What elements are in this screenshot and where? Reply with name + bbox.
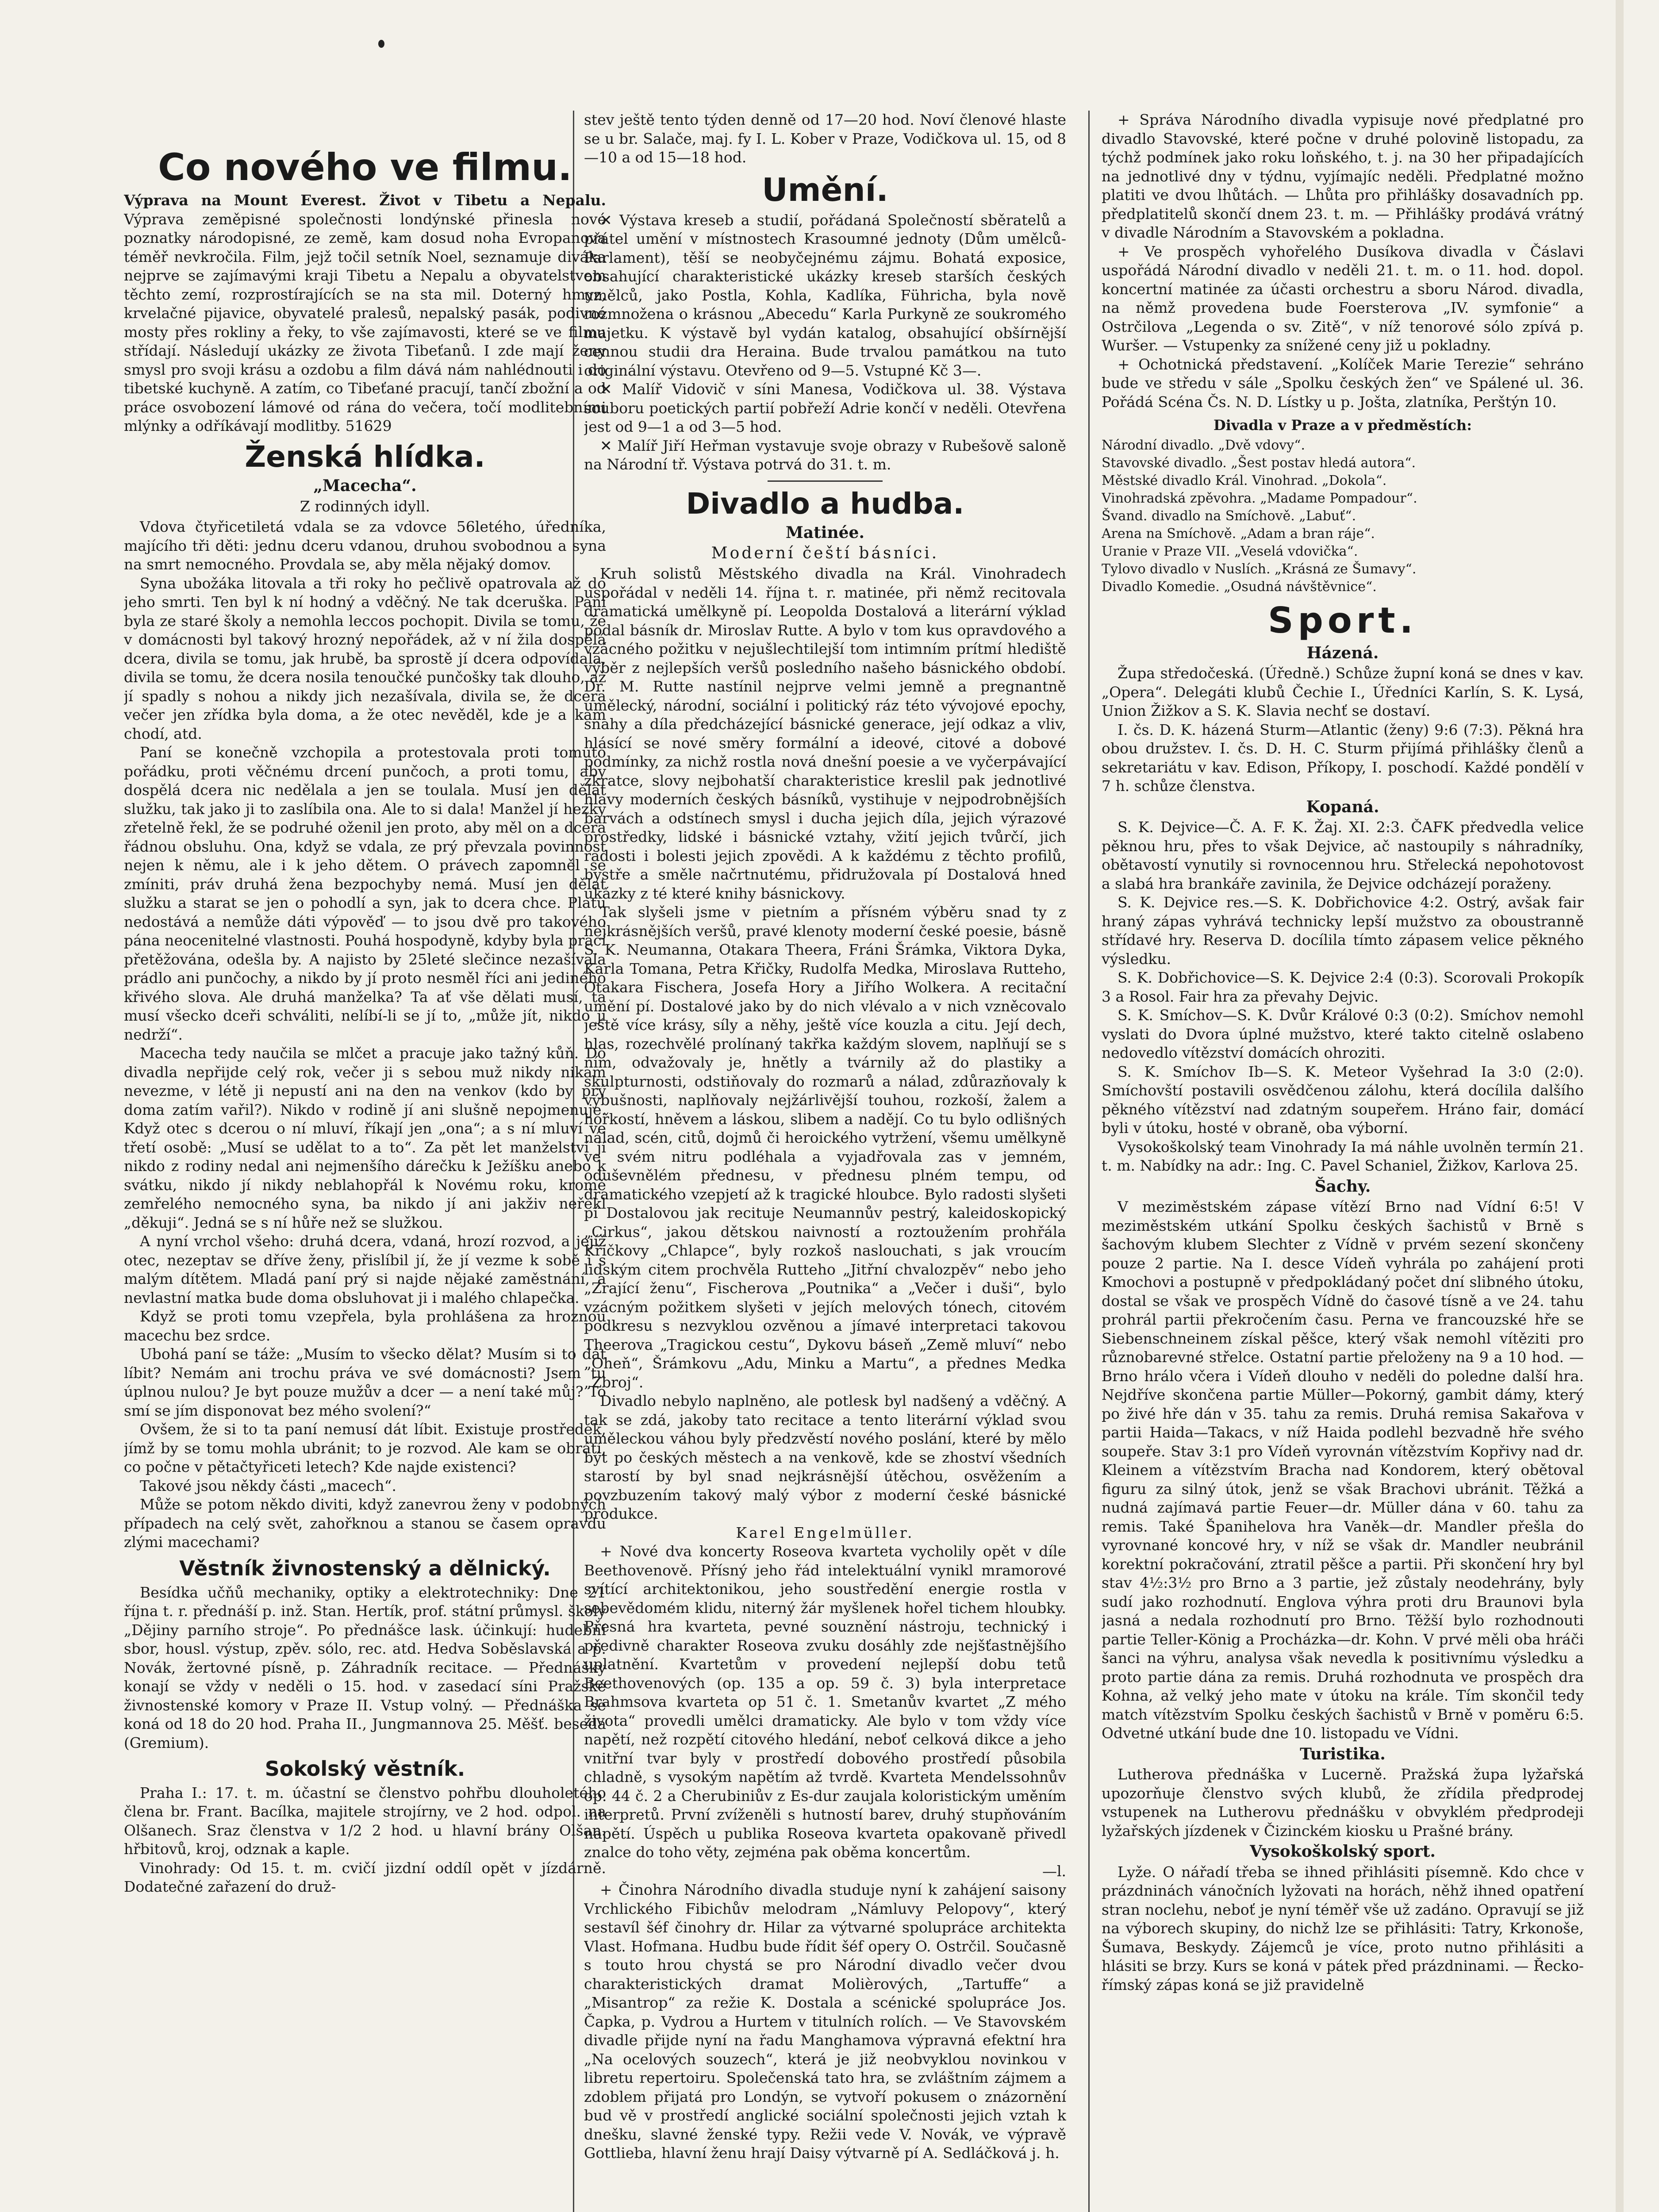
listing-item: Arena na Smíchově. „Adam a bran ráje“.: [1102, 526, 1375, 541]
sachy-title: Šachy.: [1314, 1177, 1371, 1196]
column-3: [1102, 111, 1584, 2212]
film-number: 51629: [345, 417, 392, 435]
concert-paragraph: + Nové dva koncerty Roseova kvarteta vycholily opět v díle Beethovenově. Přísný jeho řád intelektuální vynikl mramorové svítící architektonikou, jeho soustředění energie rostla v sebevědomém klidu, niterný žár myšlenek hořel tichem hloubky. Přesná hra kvarteta, pevné souznění nástroju, technický i předivně charakter Roseova zvuku dosáhly zde nejšťastnějšího uplatnění. Kvartetům v provedení nejlepší dobu tetů Beethovenových (op. 135 a op. 59 č. 3) byla interpretace Brahmsova kvarteta op 51 č. 1. Smetanův kvartet „Z mého života“ provedli umělci dramaticky. Ale bylo v tom vždy více napětí, než rozpětí citového hledání, neboť celková dikce a jeho vnitřní tvar byly v prostředí dobového prostředí působila chladně, s vysokým napětím až tvrdě. Kvarteta Mendelssohnův op. 44 č. 2 a Cherubiniův z Es-dur zaujala koloristickým uměním interpretů. První zvíženěli s hutností barev, druhý stupňováním napětí. Úspěch u publika Roseova kvarteta opakovaně přivedl znalce do toho věty, zejména pak oběma koncertům.: [584, 1543, 1066, 1861]
turistika-body: Lutherova přednáška v Lucerně. Pražská župa lyžařská upozorňuje členstvo svých klubů, že zřídila předprodej vstupenek na Lutherovu přednášku v obvyklém předprodeji lyžařských jízdenek v Čizinckém kiosku u Prašné brány.: [1102, 1766, 1584, 1839]
kopana-body: S. K. Dobřichovice—S. K. Dejvice 2:4 (0:3). Scorovali Prokopík 3 a Rosol. Fair hra za převahy Dejvic.: [1102, 969, 1584, 1005]
women-section-title: Ženská hlídka.: [245, 439, 485, 474]
column-rule-2: [1088, 111, 1090, 2212]
film-body: Výprava zeměpisné společnosti londýnské přinesla nové poznatky národopisné, ze země, kam dosud noha Evropanova téměř nevkročila. Film, jejž točil setník Noel, seznamuje diváka nejprve se zajímavými kraji Tibetu a Nepalu a obyvatelstvem těchto zemí, rozprostírajících se na sta mil. Doterný hmyz, krvelačné pijavice, obyvatelé pralesů, nepalský pasák, podivné mosty přes rokliny a řeky, to vše zajímavosti, které se ve filmu střídají. Následují ukázky ze života Tibeťanů. I zde mají ženy smysl pro svoji krásu a ozdobu a film dává nám nahlédnouti i do tibetské kuchyně. A zatím, co Tibeťané pracují, tančí zbožní a od práce osvobození lámové od rána do večera, točí modlitebními mlýnky a odříkávají modlitby.: [124, 210, 606, 435]
trade-section-title: Věstník živnostenský a dělnický.: [179, 1556, 551, 1580]
theater-signature: Karel Engelmüller.: [736, 1524, 914, 1541]
women-article-title: „Macecha“.: [313, 476, 417, 495]
opera-paragraph: + Činohra Národního divadla studuje nyní k zahájení saisony Vrchlického Fibichův melodram „Námluvy Pelopovy“, který sestavíl šéf činohry dr. Hilar za výtvarné spolupráce architekta Vlast. Hofmana. Hudbu bude řídit šéf opery O. Ostrčil. Současně s touto hrou chystá se pro Národní divadlo večer dvou charakteristických dramat Molièrových, „Tartuffe“ a „Misantrop“ za režie K. Dostala a scénické spolupráce Jos. Čapka, p. Vydrou a Hurtem v titulních rolích. — Ve Stavovském divadle přijde nyní na řadu Manghamova výpravná efektní hra „Na ocelových souzech“, která je již neobvyklou novinkou v libretu repertoiru. Společenská tato hra, se zvláštním zájmem a zdoblem přijatá pro Londýn, se vytvoří pokusem o znázornění bud vě v prostředí anglické sociální společnosti jejich vztah k dnešku, slavné ženské typy. Režii vede V. Novák, ve výpravě Gottlieba, hlavní ženu hrají Daisy výtvarně pí A. Sedláčková j. h.: [584, 1881, 1066, 2162]
ink-mark: [378, 40, 384, 48]
women-paragraph: Takové jsou někdy části „macech“.: [140, 1477, 397, 1494]
women-paragraph: Ubohá paní se táže: „Musím to všecko dělat? Musím si to dát líbit? Nemám ani trochu práva ve své domácnosti? Jsem tu úplnou nulou? Je byt pouze mužův a dcer — a není také můj? To smí se jím disponovat bez mého svolení?“: [124, 1345, 606, 1419]
art-paragraph: ✕ Malíř Vidovič v síni Manesa, Vodičkova ul. 38. Výstava souboru poetických partií pobřeží Adrie končí v neděli. Otevřena jest od 9—1 a od 3—5 hod.: [584, 380, 1066, 436]
listing-item: Divadlo Komedie. „Osudná návštěvnice“.: [1102, 579, 1377, 595]
women-paragraph: Paní se konečně vzchopila a protestovala proti tomuto pořádku, proti věčnému drcení punčoch, a proti tomu, aby dospělá dcera nic nedělala a jen se toulala. Musí jen dělat služku, tak jako ji to zaslíbila ona. Ale to si dala! Manžel jí hezky zřetelně řekl, že se podruhé oženil jen proto, aby měl on a dcera řádnou obsluhu. Ona, když se vdala, ze prý převzala povinnost nejen k němu, ale i k jeho dětem. O právech zapomněl se zmíniti, práv druhá žena bezpochyby nemá. Musí jen dělat služku a starat se jen o pohodlí a syn, jak to dcera chce. Platu nedostává a nemůže dáti výpověď — to jsou dvě pro takového pána neocenitelné vlastnosti. Pouhá hospodyně, kdyby byla prací přetěžována, odešla by. A najisto by 25leté slečince nezašívala prádlo ani punčochy, a nikdo by jí proto nesměl říci ani jediného křivého slova. Ale druhá manželka? Ta ať vše dělati musí, ta musí všecko dceři schváliti, nelíbí-li se jí to, „může jít, nikdo ji nedrží“.: [124, 744, 606, 1043]
sachy-body: V meziměstském zápase vítězí Brno nad Vídní 6:5! V meziměstském utkání Spolku českých šachistů v Brně s šachovým klubem Slechter z Vídně v prvém sezení skončeny pouze 2 partie. Na I. desce Vídeň vyhrála po zahájení proti Kmochovi a postupně v předpokládaný počet dní slibného útoku, dostal se však ve prospěch Vídně do časové tísně a ve 24. tahu prohrál partii překročením času. Perna ve francouzské hře se Siebenschneinem získal pěšce, který však nemohl vítěziti pro různobarevné střelce. Ostatní partie přeloženy na 9 a 10 hod. — Brno hrálo včera i Vídeň dlouho v neděli do poledne další hra. Nejdříve skončena partie Müller—Pokorný, gambit dámy, který po živé hře dán v 35. tahu za remis. Druhá remisa Sakařova v partii Haida—Takacs, v níž Haida podlehl bezvadně hře svého soupeře. Stav 3:1 pro Vídeň vyrovnán vítězstvím Kopřivy nad dr. Kleinem a vítězstvím Bracha nad Kondorem, který obětoval figuru za silný útok, jenž se však Brachovi ubránit. Těžká a nudná zajímavá partie Feuer—dr. Müller dána v 60. tahu za remis. Také Španihelova hra Vaněk—dr. Mandler přešla do vyrovnané koncové hry, v níž se však dr. Mandler neubránil korektní pokračování, ztratil pěšce a partii. Při skončení hry byl stav 4½:3½ pro Brno a 3 partie, jež zůstaly neodehrány, byly sudí jako rozhodnutí. Englova výhra proti dru Braunovi byla jasná a nedala rozhodnutí pro Brno. Těžší bylo rozhodnouti partie Teller-König a Procházka—dr. Kohn. V prvé měli oba hráči šanci na výhru, analysa však nevedla k positivnímu výsledku a proto partie dána za remis. Druhá rozhodnuta ve prospěch dra Kohna, až velký jeho mate v útoku na krále. Tím skončil tedy match vítězstvím Spolku českých šachistů v Brně v poměru 6:5. Odvetné utkání bude dne 10. listopadu ve Vídni.: [1102, 1198, 1584, 1742]
trade-body: Besídka učňů mechaniky, optiky a elektrotechniky: Dne 21 října t. r. přednáší p. inž. Stan. Hertík, prof. státní průmysl. školy „Dějiny parního stroje“. Po přednášce lask. účinkují: hudební sbor, housl. výstup, zpěv. sólo, rec. atd. Hedva Soběslavská a p. Novák, žertovné písně, p. Záhradník recitace. — Přednášky konají se vždy v neděli o 15. hod. v zasedací síni Pražské živnostenské komory v Praze II. Vstup volný. — Přednáška se koná od 18 do 20 hod. Praha II., Jungmannova 25. Měšť. beseda (Gremium).: [124, 1583, 606, 1751]
divider: [768, 480, 883, 482]
art-paragraph: ✕ Malíř Jiří Heřman vystavuje svoje obrazy v Rubešově saloně na Národní tř. Výstava potrvá do 31. t. m.: [584, 437, 1066, 473]
theater-news: + Ve prospěch vyhořelého Dusíkova divadla v Čáslavi uspořádá Národní divadlo v neděli 21. t. m. o 11. hod. dopol. koncertní matinée za účasti orchestru a sboru Národ. divadla, na němž provedena bude Foersterova „IV. symfonie“ a Ostrčilova „Legenda o sv. Zitě“, v níž tenorové sólo zpívá p. Wuršer. — Vstupenky za snížené ceny již u pokladny.: [1102, 242, 1584, 354]
art-paragraph: ✕ Výstava kreseb a studií, pořádaná Společností sběratelů a přátel umění v místnostech Krasoumné jednoty (Dům umělců-Parlament), těší se neobyčejnému zájmu. Bohatá exposice, obsahující charakteristické ukázky kreseb starších českých umělců, jako Postla, Kohla, Kadlíka, Führicha, byla nově rozmnožena o krásnou „Abecedu“ Karla Purkyně ze soukromého majetku. K výstavě byl vydán katalog, obsahující obšírnější cennou studii dra Heraina. Bude trvalou památkou na tuto originální výstavu. Otevřeno od 9—5. Vstupné Kč 3—.: [584, 211, 1066, 379]
sokol-body: Praha I.: 17. t. m. účastní se členstvo pohřbu dlouholetého člena br. Frant. Bacílka, majitele strojírny, ve 2 hod. odpol. na Olšanech. Sraz členstva v 1/2 2 hod. u hlavní brány Olšan. hřbitovů, kroj, odznak a kaple.: [124, 1784, 606, 1858]
film-lead: Výprava na Mount Everest. Život v Tibetu a Nepalu.: [124, 192, 606, 209]
listings-title: Divadla v Praze a v předměstích:: [1213, 417, 1472, 434]
women-paragraph: Syna ubožáka litovala a tři roky ho pečlivě opatrovala až do jeho smrti. Ten byl k ní hodný a vděčný. Ne tak dceruška. Paní byla ze staré školy a nemohla leccos pochopit. Divila se tomu, že v domácnosti byl takový hrozný nepořádek, až v ní žila dospělá dcera, divila se tomu, jak hrubě, ba sprostě jí dcera odpovídala, divila se tomu, že dcera nosila tenoučké punčošky tak dlouho, až jí spadly s nohou a nikdy jich nezašívala, divila se, že dcera večer jen zřídka byla doma, a že otec nevěděl, kde je a kam chodí, atd.: [124, 574, 606, 742]
listing-item: Tylovo divadlo v Nuslích. „Krásná ze Šumavy“.: [1102, 561, 1417, 577]
hazena-body: I. čs. D. K. házená Sturm—Atlantic (ženy) 9:6 (7:3). Pěkná hra obou družstev. I. čs. D. H. C. Sturm přijímá přihlášky členů a sekretariátu v kav. Edison, Příkopy, I. poschodí. Každé pondělí v 7 h. schůze členstva.: [1102, 721, 1584, 795]
theater-section-title: Divadlo a hudba.: [686, 486, 964, 521]
theater-paragraph: Divadlo nebylo naplněno, ale potlesk byl nadšený a vděčný. A tak se zdá, jakoby tato recitace a tento literární výklad svou uměleckou váhou byly předzvěstí nového poslání, které by mělo být po českých městech a na venkově, kde se zhoství všedních starostí by byl snad nejkrásnější útěchou, osvěžením a povzbuzením takový malý výbor z moderní české básnické produkce.: [584, 1392, 1066, 1523]
women-paragraph: A nyní vrchol všeho: druhá dcera, vdaná, hrozí rozvod, a jejíž otec, nezeptav se dříve ženy, přislíbil jí, že jí vezme k sobě i s malým dítětem. Mladá paní prý si najde nějaké zaměstnání, a nevlastní matka bude doma obsluhovat ji i malého chlapečka.: [124, 1233, 606, 1306]
women-paragraph: Ovšem, že si to ta paní nemusí dát líbit. Existuje prostředek, jímž by se tomu mohla ubránit; to je rozvod. Ale kam se obrátí, co počne v pětačtyřiceti letech? Kde najde existenci?: [124, 1421, 606, 1476]
column-2: [584, 111, 1066, 2212]
column-1: [124, 142, 606, 2212]
kopana-body: S. K. Smíchov Ib—S. K. Meteor Vyšehrad Ia 3:0 (2:0). Smíchovští postavili osvědčenou zálohu, která docílila dalšího pěkného vítězství nad zdatným soupeřem. Hráno fair, domácí byli v útoku, hosté v obraně, oba výborní.: [1102, 1063, 1584, 1137]
theater-news: + Ochotnická představení. „Kolíček Marie Terezie“ sehráno bude ve středu v sále „Spolku českých žen“ ve Spálené ul. 36. Pořádá Scéna Čs. N. D. Lístky u p. Jošta, zlatníka, Perštýn 10.: [1102, 355, 1584, 411]
women-paragraph: Vdova čtyřicetiletá vdala se za vdovce 56letého, úředníka, majícího tři děti: jednu dceru vdanou, druhou svobodnou a syna na smrt nemocného. Provdala se, aby měla nějaký domov.: [124, 518, 606, 573]
art-section-title: Umění.: [762, 171, 888, 208]
theater-news: + Správa Národního divadla vypisuje nové předplatné pro divadlo Stavovské, které počne v druhé polovině listopadu, za týchž podmínek jako roku loňského, t. j. na 30 her připadajících na jednotlivé dny v týdnu, vyjímajíc neděli. Předplatné možno platiti ve dvou lhůtách. — Lhůta pro přihlášky dosavadních pp. předplatitelů skončí dnem 23. t. m. — Přihlášky prodává vrátný v divadle Národním a Stavovském a pokladna.: [1102, 111, 1584, 241]
kopana-body: S. K. Dejvice—Č. A. F. K. Žaj. XI. 2:3. ČAFK předvedla velice pěknou hru, přes to však Dejvice, ač nastoupily s náhradníky, obětavostí vynutily si rovnocennou hru. Střelecká nepohotovost a slabá hra brankáře zavinila, že Dejvice odcházejí poraženy.: [1102, 818, 1584, 892]
continued-text: stev ještě tento týden denně od 17—20 hod. Noví členové hlaste se u br. Salače, maj. fy I. L. Kober v Praze, Vodičkova ul. 15, od 8—10 a od 15—18 hod.: [584, 111, 1066, 166]
kopana-body: S. K. Smíchov—S. K. Dvůr Králové 0:3 (0:2). Smíchov nemohl vyslati do Dvora úplné mužstvo, které takto citelně oslabeno nedovedlo vítězství domácích ohroziti.: [1102, 1006, 1584, 1061]
women-article-subtitle: Z rodinných idyll.: [300, 497, 430, 515]
kopana-body: S. K. Dejvice res.—S. K. Dobřichovice 4:2. Ostrý, avšak fair hraný zápas vyhrává technicky lepší mužstvo za oboustranně střídavé hry. Reserva D. docílila tímto zápasem velice pěkného výsledku.: [1102, 894, 1584, 968]
theater-paragraph: Tak slyšeli jsme v pietním a přísném výběru snad ty z nejkrásnějších veršů, pravé klenoty moderní české poesie, básně S. K. Neumanna, Otakara Theera, Fráni Šrámka, Viktora Dyka, Karla Tomana, Petra Křičky, Rudolfa Medka, Miroslava Rutteho, Otakara Fischera, Josefa Hory a Jiřího Wolkera. A recitační umění pí. Dostalové jako by do nich vlévalo a v nich vzněcovalo ještě více krásy, síly a něhy, ještě více kouzla a citu. Její dech, hlas, rozechvělé prolínaný takřka každým slovem, naplňují se s ním, odvažovaly je, hnětly a tvárnily až do plastiky a skulpturnosti, odstiňovaly do rozmarů a nálad, zdůrazňovaly k výbušnosti, naplňovaly nejžárlivější touhou, rozkoší, žalem a hořkostí, hněvem a láskou, slibem a nadějí. Co tu bylo odlišných nálad, scén, citů, dojmů či heroického vytržení, všemu umělkyně ve svém nitru podléhala a vyjadřovala zas v jemném, oduševnělém přednesu, v přednesu plném tempu, od dramatického vzepjetí až k tragické hloubce. Bylo radosti slyšeti pí Dostalovou jak recituje Neumannův pestrý, kaleidoskopický „Cirkus“, jakou dětskou naivností a roztoužením prohřála Křičkovy „Chlapce“, byly rozkoš naslouchati, s jak vroucím lidským citem prochvěla Rutteho „Jitřní chvalozpěv“ nebo jeho „Zrající ženu“, Fischerova „Poutnika“ a „Večer i duši“, bylo vzácným požitkem slyšeti v jejích melových tónech, citovém podkresu s nezvyklou ozvěnou a jímavé interpretaci takovou Theerova „Tragickou cestu“, Dykovu báseň „Země mluví“ nebo „Oheň“, Šrámkovu „Adu, Minku a Martu“, a přednes Medka „Zbroj“.: [584, 903, 1066, 1391]
vysokoskolsky-title: Vysokoškolský sport.: [1250, 1842, 1436, 1861]
women-paragraph: Může se potom někdo diviti, když zanevrou ženy v podobných případech na celý svět, zahořknou a stanou se časem opravdu zlými macechami?: [124, 1496, 606, 1551]
listing-item: Městské divadlo Král. Vinohrad. „Dokola“.: [1102, 472, 1387, 488]
listing-item: Stavovské divadlo. „Šest postav hledá autora“.: [1102, 455, 1416, 471]
film-article: [124, 191, 606, 436]
sokol-body: Vinohrady: Od 15. t. m. cvičí jizdní oddíl opět v jízdárně. Dodatečné zařazení do druž-: [124, 1859, 606, 1896]
film-section-title: Co nového ve filmu.: [158, 146, 572, 189]
theater-article-title: Matinée.: [786, 523, 864, 542]
listing-item: Uranie v Praze VII. „Veselá vdovička“.: [1102, 543, 1358, 559]
women-paragraph: Macecha tedy naučila se mlčet a pracuje jako tažný kůň. Do divadla nepřijde celý rok, večer ji s sebou muž nikdy nikam nevezme, v létě ji nepustí ani na den na venkov (kdo by prý doma zatím vařil?). Nikdo v rodině jí ani slušně nepojmenuje. Když otec s dcerou o ní mluví, říkají jen „ona“; a s ní mluví ve třetí osobě: „Musí se udělat to a to“. Za pět let manželství jí nikdo z rodiny nedal ani nejmenšího dárečku k Ježíšku anebo k svátku, nikdo jí nikdy neblahopřál k Novému roku, kromě zemřelého nemocného syna, ba nikdo jí ani jakživ neřekl „děkuji“. Jedná se s ní hůře než se služkou.: [124, 1045, 606, 1231]
theater-article-subtitle: Moderní čeští básníci.: [711, 544, 939, 562]
sokol-section-title: Sokolský věstník.: [265, 1757, 465, 1781]
turistika-title: Turistika.: [1300, 1744, 1386, 1763]
listing-item: Národní divadlo. „Dvě vdovy“.: [1102, 437, 1306, 453]
theater-listings: [1102, 437, 1584, 596]
listing-item: Vinohradská zpěvohra. „Madame Pompadour“.: [1102, 490, 1417, 506]
theater-paragraph: Kruh solistů Městského divadla na Král. Vinohradech uspořádal v neděli 14. října t. r. matinée, při němž recitovala dramatická umělkyně pí. Leopolda Dostalová a literární výklad podal básník dr. Miroslav Rutte. A bylo v tom kus opravdového a vzácného požitku v nejušlechtilejší tom intimním prítmí hlediště výběr z nejlepších veršů posledního našeho básnického období. Dr. M. Rutte nastínil nejprve velmi jemně a pregnantně umělecký, národní, sociální i politický ráz této vývojové epochy, snahy a díla předcházející básnické generace, její odkaz a vliv, hlásící se nové směry formální a ideové, citové a dobové podmínky, za nichž rostla nová dnešní poesie a ve vyčerpávající zkratce, slovy nejbohatší charakteristice kreslil pak jednotlivé hlavy moderních českých básníků, vystihuje v nejpodrobnějších barvách a odstínech smysl i ducha jejich díla, jejich výrazové prostředky, lidské i básnické vztahy, vžití jejich tvůrčí, jich radosti i bolesti jejich zpovědi. A k každému z těchto profilů, bystře a směle načrtnutému, přidružovala pí Dostalová hned ukázky z té které knihy básnickovy.: [584, 565, 1066, 902]
kopana-body: Vysokoškolský team Vinohrady Ia má náhle uvolněn termín 21. t. m. Nabídky na adr.: Ing. C. Pavel Schaniel, Žižkov, Karlova 25.: [1102, 1138, 1584, 1174]
listing-item: Švand. divadlo na Smíchově. „Labuť“.: [1102, 508, 1356, 524]
vysokoskolsky-body: Lyže. O nářadí třeba se ihned přihlásiti písemně. Kdo chce v prázdninách vánočních lyžovati na horách, něhž ihned opatření stran noclehu, neboť je nyní téměř vše už zadáno. Opravují se již na výborech skupiny, do nichž lze se přihlásiti: Tatry, Krkonoše, Šumava, Beskydy. Zájemců je více, proto nutno přihlásiti a hlásiti se brzy. Kurs se koná v pátek před prázdninami. — Řecko-římský zápas koná se již pravidelně: [1102, 1863, 1584, 1993]
kopana-title: Kopaná.: [1306, 797, 1379, 816]
women-paragraph: Když se proti tomu vzepřela, byla prohlášena za hroznou macechu bez srdce.: [124, 1308, 606, 1344]
concert-signature: —l.: [1042, 1862, 1066, 1880]
hazena-body: Župa středočeská. (Úředně.) Schůze župní koná se dnes v kav. „Opera“. Delegáti klubů Čechie I., Úředníci Karlín, S. K. Lysá, Union Žižkov a S. K. Slavia nechť se dostaví.: [1102, 664, 1584, 719]
page-edge: [1616, 0, 1624, 2212]
sport-section-title: Sport.: [1268, 599, 1417, 641]
hazena-title: Házená.: [1306, 643, 1379, 662]
